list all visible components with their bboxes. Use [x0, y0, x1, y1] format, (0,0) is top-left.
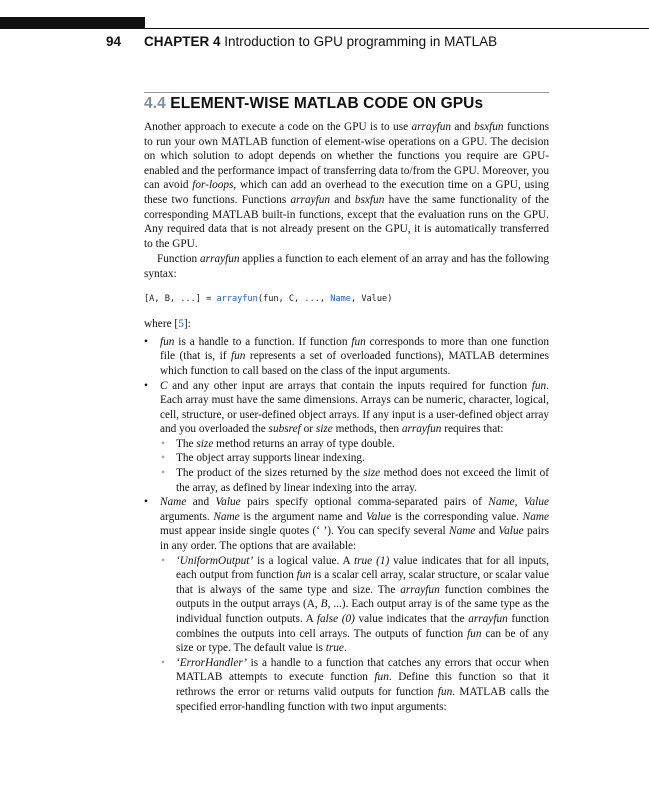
body-text — [144, 120, 549, 714]
list-item: • The size method returns an array of type double. — [160, 437, 549, 452]
list-item-name-value: • Name and Value pairs specify optional comma-separated pairs of Name, Value arguments. Name is the argument name and Value is the corresponding value. Name must appear inside single quotes (‘ ’). You can specify several Name and Value pairs in any order. The options that are available: • ‘UniformOutput’ is a logical value. A true (1) value indicates that for all inputs, each output from function fun is a scalar cell array, scalar structure, or scalar value that is always of the same type and size. The arrayfun function combines the outputs in the output arrays (A, B, ...). Each output array is of the same type as the individual function outputs. A false (0) value indicates that the arrayfun function combines the outputs into cell arrays. The outputs of function fun can be of any size or type. The default value is true. • ‘ErrorHandler’ is a handle to a function that catches any errors that occur when MATLAB attempts to execute function fun. Define this function so that it rethrows the error or returns valid outputs for function fun. MATLAB calls the specified error-handling function with two input arguments: — [144, 495, 549, 714]
paragraph-where: where [5]: — [144, 318, 191, 331]
running-header — [106, 34, 497, 49]
list-item-fun: • fun is a handle to a function. If function fun corresponds to more than one function file (that is, if fun represents a set of overloaded functions), MATLAB determines which function to call based on the class of the input arguments. — [144, 335, 549, 379]
section-rule — [144, 92, 549, 93]
header-bar — [0, 17, 145, 29]
citation-link[interactable]: 5 — [178, 318, 184, 331]
section-title: ELEMENT-WISE MATLAB CODE ON GPUs — [170, 95, 484, 112]
chapter-title: Introduction to GPU programming in MATLAB — [224, 34, 498, 49]
section-number: 4.4 — [144, 95, 166, 112]
section-heading — [144, 95, 483, 113]
code-syntax: [A, B, ...] = arrayfun(fun, C, ..., Name, Value) — [144, 293, 393, 304]
options-list — [160, 554, 549, 715]
paragraph-syntax-intro: Function arrayfun applies a function to each element of an array and has the following syntax: — [144, 253, 549, 280]
page-number: 94 — [106, 34, 122, 49]
list-item-c: • C and any other input are arrays that contain the inputs required for function fun. Each array must have the same dimensions. Arrays can be numeric, character, logical, cell, structure, or user-defined object arrays. If any input is a user-defined object array and you overloaded the subsref or size methods, then arrayfun requires that: • The size method returns an array of type double. • The object array supports linear indexing. • The product of the sizes returned by the size method does not exceed the limit of the array, as defined by linear indexing into the array. — [144, 379, 549, 496]
list-item: • The object array supports linear indexing. — [160, 451, 549, 466]
list-item-uniformoutput: • ‘UniformOutput’ is a logical value. A true (1) value indicates that for all inputs, each output from function fun is a scalar cell array, scalar structure, or scalar value that is always of the same type and size. The arrayfun function combines the outputs in the output arrays (A, B, ...). Each output array is of the same type as the individual function outputs. A false (0) value indicates that the arrayfun function combines the outputs into cell arrays. The outputs of function fun can be of any size or type. The default value is true. — [160, 554, 549, 656]
requirements-list — [160, 437, 549, 495]
argument-list — [144, 335, 549, 714]
header-rule — [145, 28, 649, 29]
list-item-errorhandler: • ‘ErrorHandler’ is a handle to a function that catches any errors that occur when MATLAB attempts to execute function fun. Define this function so that it rethrows the error or returns valid outputs for function fun. MATLAB calls the specified error-handling function with two input arguments: — [160, 656, 549, 714]
chapter-label: CHAPTER 4 — [144, 34, 221, 49]
paragraph-intro: Another approach to execute a code on the GPU is to use arrayfun and bsxfun functions to run your own MATLAB function of element-wise operations on a GPU. The decision on which solution to adopt depends on whether the functions you require are GPU-enabled and the performance impact of transferring data to/from the GPU. Moreover, you can avoid for-loops, which can add an overhead to the execution time on a GPU, using these two functions. Functions arrayfun and bsxfun have the same functionality of the corresponding MATLAB built-in functions, except that the evaluation runs on the GPU. Any required data that is not already present on the GPU, it is automatically transferred to the GPU. — [144, 121, 549, 250]
list-item: • The product of the sizes returned by the size method does not exceed the limit of the array, as defined by linear indexing into the array. — [160, 466, 549, 495]
